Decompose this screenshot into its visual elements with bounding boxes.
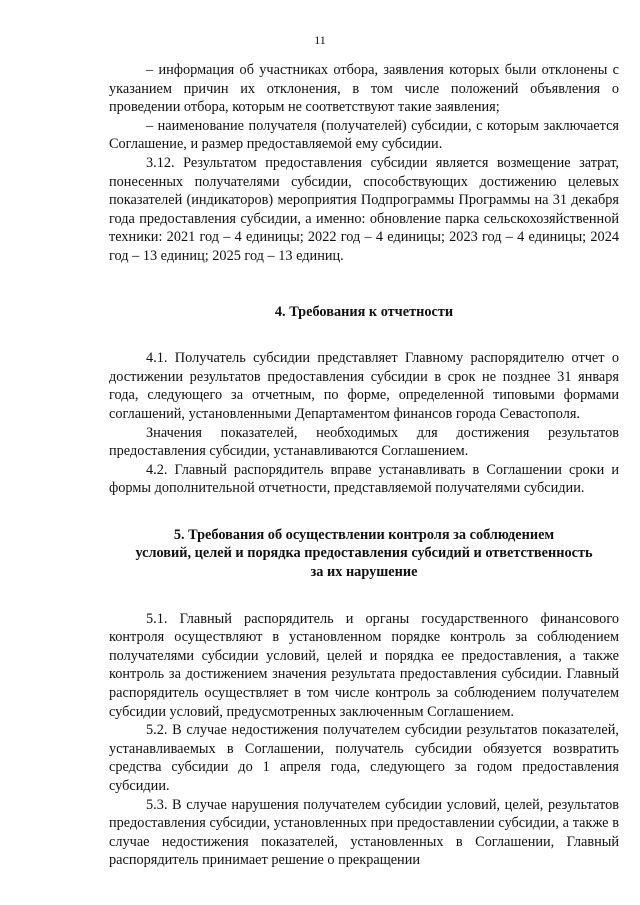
paragraph-4-2: 4.2. Главный распорядитель вправе устанавливать в Соглашении сроки и формы дополнительной отчетности, представляемой получателями субсидии. bbox=[109, 461, 619, 497]
section-4-heading: 4. Требования к отчетности bbox=[274, 303, 454, 320]
paragraph-indicators: Значения показателей, необходимых для достижения результатов предоставления субсидии, устанавливаются Соглашением. bbox=[109, 424, 619, 460]
paragraph-5-3: 5.3. В случае нарушения получателем субсидии условий, целей, результатов предоставления субсидии, установленных при предоставлении субсидии, а также в случае недостижения показателей, установленных в Соглашении, Главный распорядитель принимает решение о прекращении bbox=[109, 796, 619, 869]
paragraph-4-1: 4.1. Получатель субсидии представляет Главному распорядителю отчет о достижении результатов предоставления субсидии в срок не позднее 31 января года, следующего за отчетным, по форме, определенной типовыми формами соглашений, установленными Департаментом финансов города Севастополя. bbox=[109, 350, 619, 422]
page-number: 11 bbox=[314, 33, 326, 47]
section-5-heading-line-2: условий, целей и порядка предоставления субсидий и ответственность bbox=[135, 545, 593, 562]
paragraph-rejected-applicants: – информация об участниках отбора, заявления которых были отклонены с указанием причин их отклонения, в том числе положений объявления о проведении отбора, которым не соответствуют такие заявления; bbox=[109, 62, 619, 116]
document-body bbox=[109, 61, 619, 870]
paragraph-5-1: 5.1. Главный распорядитель и органы государственного финансового контроля осуществляют в установленном порядке контроль за соблюдением получателями субсидии условий, целей и порядка ее предоставления, а также контроль за достижением значения результата предоставления субсидии. Главный распорядитель осуществляет в том числе контроль за соблюдением получателем субсидии условий, предусмотренных заключенным Соглашением. bbox=[109, 610, 619, 720]
section-5-heading-line-1: 5. Требования об осуществлении контроля за соблюдением bbox=[173, 526, 555, 543]
paragraph-3-12: 3.12. Результатом предоставления субсидии является возмещение затрат, понесенных получателями субсидии, способствующих достижению целевых показателей (индикаторов) мероприятия Подпрограммы Программы на 31 декабря года предоставления субсидии, а именно: обновление парка сельскохозяйственной техники: 2021 год – 4 единицы; 2022 год – 4 единицы; 2023 год – 4 единицы; 2024 год – 13 единиц; 2025 год – 13 единиц. bbox=[109, 154, 619, 264]
paragraph-5-2: 5.2. В случае недостижения получателем субсидии результатов показателей, устанавливаемых в Соглашении, получатель субсидии обязуется возвратить средства субсидии до 1 апреля года, следующего за годом предоставления субсидии. bbox=[109, 722, 619, 794]
paragraph-recipient-name: – наименование получателя (получателей) субсидии, с которым заключается Соглашение, и размер предоставляемой ему субсидии. bbox=[109, 117, 619, 153]
section-5-heading bbox=[109, 526, 619, 582]
section-5-heading-line-3: за их нарушение bbox=[310, 564, 418, 581]
